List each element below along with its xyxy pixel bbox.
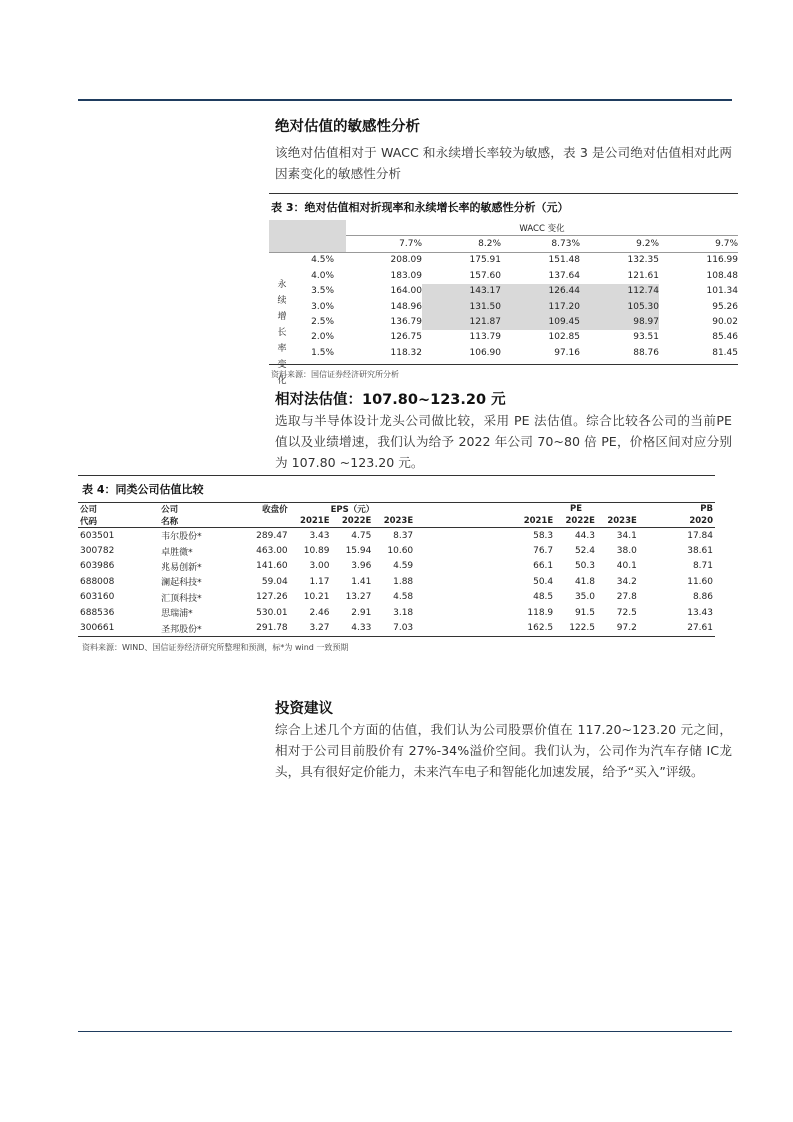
cell: 85.46: [712, 332, 738, 343]
pe: 76.7: [533, 546, 554, 557]
table-4-title: 表 4：同类公司估值比较: [82, 483, 204, 496]
paragraph-text: 选取与半导体设计龙头公司做比较，采用 PE 法估值。综合比较各公司的当前PE 值以及业绩增速，我们认为给予 2022 年公司 70~80 倍 PE，价格区间对应分别为 107.80 ~123.20 元。: [275, 413, 732, 470]
section-title-sensitivity: 绝对估值的敏感性分析: [275, 119, 420, 135]
cell: 93.51: [633, 332, 659, 343]
price: 530.01: [256, 607, 288, 618]
company-name: 卓胜微*: [161, 547, 193, 558]
table-3-source: 资料来源：国信证券经济研究所分析: [271, 369, 399, 379]
cell-highlight: 105.30: [580, 299, 659, 314]
side-label-char: 续: [277, 296, 287, 306]
table-row: [78, 590, 715, 605]
table-row: [269, 330, 738, 345]
table-row: [269, 284, 738, 299]
header-pe: PE: [570, 504, 583, 514]
pe: 44.3: [574, 530, 595, 541]
wacc-value: 9.2%: [636, 239, 659, 250]
code: 300661: [80, 623, 115, 634]
eps: 15.94: [345, 546, 372, 557]
company-name: 汇顶科技*: [161, 593, 202, 604]
eps: 7.03: [393, 623, 414, 634]
cell: 175.91: [469, 255, 501, 266]
company-name: 思瑞浦*: [161, 609, 193, 620]
cell: 208.09: [390, 255, 422, 266]
pe: 118.9: [527, 607, 554, 618]
cell-highlight: 121.87: [422, 314, 501, 329]
section-title-recommendation: 投资建议: [275, 701, 333, 717]
header-row: [78, 503, 715, 515]
growth-value: 3.0%: [311, 301, 334, 312]
company-name: 韦尔股份*: [161, 532, 202, 543]
table-row: [78, 620, 715, 636]
cell: 157.60: [469, 270, 501, 281]
pe: 35.0: [574, 592, 595, 603]
cell: 95.26: [712, 301, 738, 312]
pe: 52.4: [574, 546, 595, 557]
eps: 10.21: [303, 592, 330, 603]
table-4: [78, 475, 715, 653]
growth-value: 1.5%: [311, 347, 334, 358]
eps: 3.43: [309, 530, 330, 541]
eps: 1.17: [309, 576, 330, 587]
paragraph-relative: [275, 410, 732, 473]
code: 603501: [80, 530, 115, 541]
eps: 2.46: [309, 607, 330, 618]
table-rule: [269, 364, 738, 365]
code: 603986: [80, 561, 115, 572]
cell: 151.48: [548, 255, 580, 266]
cell: 164.00: [390, 286, 422, 297]
pe: 58.3: [533, 530, 554, 541]
eps: 3.18: [393, 607, 414, 618]
eps: 3.96: [351, 561, 372, 572]
cell-highlight: 98.97: [580, 314, 659, 329]
company-name: 圣邦股份*: [161, 624, 202, 635]
header-code: 公司: [80, 505, 98, 515]
pe: 72.5: [616, 607, 637, 618]
cell: 137.64: [548, 270, 580, 281]
cell: 97.16: [554, 347, 580, 358]
cell-highlight: 109.45: [501, 314, 580, 329]
eps: 10.60: [387, 546, 414, 557]
header-year: 2022E: [565, 516, 595, 526]
table-3: [269, 193, 738, 386]
code: 688008: [80, 576, 115, 587]
pe: 91.5: [574, 607, 595, 618]
growth-value: 2.5%: [311, 317, 334, 328]
pe: 38.0: [616, 546, 637, 557]
table-row: [78, 574, 715, 589]
eps: 3.00: [309, 561, 330, 572]
company-name: 兆易创新*: [161, 562, 202, 573]
table-4-source: 资料来源：WIND、国信证券经济研究所整理和预测，标*为 wind 一致预期: [82, 642, 349, 652]
table-row: [78, 559, 715, 574]
pe: 41.8: [574, 576, 595, 587]
header-row: [78, 515, 715, 528]
table-row: [78, 543, 715, 558]
header-year: 2021E: [300, 516, 330, 526]
cell: 121.61: [627, 270, 659, 281]
eps: 3.27: [309, 623, 330, 634]
eps: 13.27: [345, 592, 372, 603]
eps: 1.41: [351, 576, 372, 587]
table-row: [269, 268, 738, 283]
header-corner: [269, 220, 346, 252]
header-pb: PB: [700, 504, 713, 514]
pe: 40.1: [616, 561, 637, 572]
cell: 101.34: [706, 286, 738, 297]
table-rule: [78, 636, 715, 637]
growth-value: 3.5%: [311, 286, 334, 297]
header-year: 2023E: [383, 516, 414, 526]
cell-highlight: 112.74: [580, 284, 659, 299]
pe: 34.1: [616, 530, 637, 541]
header-pb-year: 2020: [689, 516, 713, 526]
wacc-value: 8.2%: [478, 239, 501, 250]
footer-rule: [78, 1031, 732, 1032]
pe: 34.2: [616, 576, 637, 587]
wacc-value: 7.7%: [399, 239, 422, 250]
table-row: [269, 299, 738, 314]
section-title-relative: 相对法估值：107.80~123.20 元: [275, 392, 506, 408]
cell: 90.02: [712, 317, 738, 328]
pb: 8.71: [692, 561, 713, 572]
price: 291.78: [256, 623, 288, 634]
price: 463.00: [256, 546, 288, 557]
header-code: 代码: [80, 517, 98, 527]
table-row: [269, 345, 738, 360]
header-name: 公司: [161, 505, 179, 515]
cell: 113.79: [469, 332, 501, 343]
cell: 132.35: [627, 255, 659, 266]
side-label-char: 永: [277, 280, 287, 290]
header-rule: [78, 99, 732, 101]
cell-highlight: 117.20: [501, 299, 580, 314]
code: 688536: [80, 607, 115, 618]
table-row: [78, 605, 715, 620]
pe: 50.3: [574, 561, 595, 572]
paragraph-text: 该绝对估值相对于 WACC 和永续增长率较为敏感，表 3 是公司绝对估值相对此两因素变化的敏感性分析: [275, 145, 732, 181]
cell: 183.09: [390, 270, 422, 281]
header-name: 名称: [161, 517, 179, 527]
pb: 38.61: [687, 546, 713, 557]
paragraph-sensitivity: [275, 142, 732, 184]
pe: 50.4: [533, 576, 554, 587]
pb: 27.61: [687, 623, 713, 634]
side-label-char: 率: [277, 344, 287, 354]
cell: 126.75: [390, 332, 422, 343]
eps: 8.37: [393, 530, 414, 541]
cell: 88.76: [633, 347, 659, 358]
wacc-value: 8.73%: [551, 239, 580, 250]
code: 603160: [80, 592, 115, 603]
eps: 4.33: [351, 623, 372, 634]
side-label-growth: [275, 277, 289, 389]
pb: 8.86: [692, 592, 713, 603]
growth-value: 4.0%: [311, 270, 334, 281]
pe: 27.8: [616, 592, 637, 603]
header-price: 收盘价: [262, 505, 288, 515]
header-year: 2023E: [607, 516, 637, 526]
wacc-value: 9.7%: [715, 239, 738, 250]
cell-highlight: 126.44: [501, 284, 580, 299]
header-year: 2021E: [523, 516, 554, 526]
pe: 97.2: [616, 623, 637, 634]
cell-highlight: 131.50: [422, 299, 501, 314]
code: 300782: [80, 546, 115, 557]
price: 289.47: [256, 530, 288, 541]
pe: 122.5: [569, 623, 595, 634]
price: 127.26: [256, 592, 288, 603]
table-row: [269, 314, 738, 329]
pb: 11.60: [687, 576, 713, 587]
cell: 136.79: [390, 317, 422, 328]
eps: 4.59: [393, 561, 414, 572]
side-label-char: 长: [277, 328, 287, 338]
header-eps: EPS（元）: [330, 505, 375, 515]
pe: 162.5: [527, 623, 554, 634]
wacc-header: WACC 变化: [346, 220, 738, 236]
eps: 4.58: [393, 592, 414, 603]
pe: 66.1: [533, 561, 554, 572]
cell: 116.99: [706, 255, 738, 266]
cell: 106.90: [469, 347, 501, 358]
paragraph-text: 综合上述几个方面的估值，我们认为公司股票价值在 117.20~123.20 元之间，相对于公司目前股价有 27%-34%溢价空间。我们认为，公司作为汽车存储 IC龙头，具有很好定价能力，未来汽车电子和智能化加速发展，给予“买入”评级。: [275, 722, 732, 779]
price: 59.04: [261, 576, 288, 587]
header-year: 2022E: [341, 516, 372, 526]
cell-highlight: 143.17: [422, 284, 501, 299]
pe: 48.5: [533, 592, 554, 603]
table-row: [269, 252, 738, 268]
cell: 118.32: [390, 347, 422, 358]
paragraph-recommendation: [275, 719, 732, 782]
side-label-char: 化: [277, 376, 287, 386]
cell: 81.45: [712, 347, 738, 358]
growth-value: 2.0%: [311, 332, 334, 343]
table-row: [78, 528, 715, 543]
cell: 108.48: [706, 270, 738, 281]
eps: 4.75: [351, 530, 372, 541]
eps: 1.88: [393, 576, 414, 587]
side-label-char: 变: [277, 360, 287, 370]
eps: 2.91: [351, 607, 372, 618]
cell: 148.96: [390, 301, 422, 312]
pb: 13.43: [687, 607, 713, 618]
cell: 102.85: [548, 332, 580, 343]
eps: 10.89: [303, 546, 330, 557]
table-3-title: 表 3：绝对估值相对折现率和永续增长率的敏感性分析（元）: [271, 201, 569, 214]
side-label-char: 增: [277, 312, 287, 322]
growth-value: 4.5%: [311, 255, 334, 266]
pb: 17.84: [687, 530, 713, 541]
company-name: 澜起科技*: [161, 578, 202, 589]
price: 141.60: [256, 561, 288, 572]
